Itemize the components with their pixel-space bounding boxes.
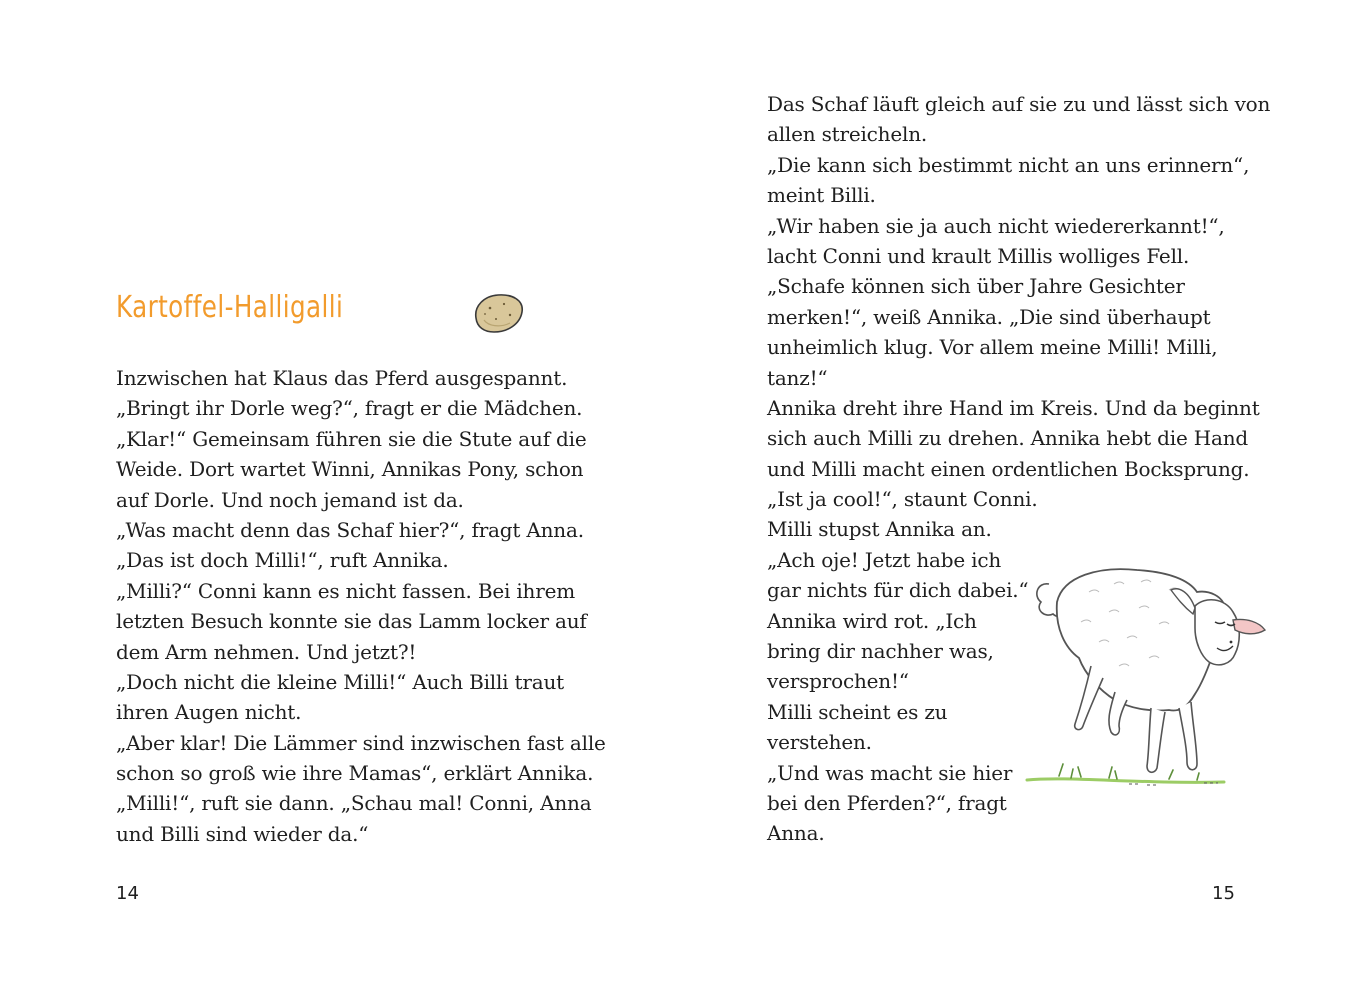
text-line: „Wir haben sie ja auch nicht wiedererkannt!“, xyxy=(767,213,1225,238)
page-number: 15 xyxy=(1212,883,1235,904)
potato-icon xyxy=(470,290,526,336)
left-body-text xyxy=(116,363,606,849)
text-line: „Was macht denn das Schaf hier?“, fragt Anna. xyxy=(116,517,584,542)
text-line: „Schafe können sich über Jahre Gesichter xyxy=(767,274,1185,299)
text-line: sich auch Milli zu drehen. Annika hebt die Hand xyxy=(767,426,1249,451)
right-page xyxy=(674,0,1349,1000)
text-line: ihren Augen nicht. xyxy=(116,700,302,725)
text-line: unheimlich klug. Vor allem meine Milli! Milli, xyxy=(767,335,1218,360)
text-line: Weide. Dort wartet Winni, Annikas Pony, schon xyxy=(116,457,584,482)
left-page xyxy=(0,0,674,1000)
page-number: 14 xyxy=(116,883,139,904)
text-line: Milli scheint es zu xyxy=(767,699,948,724)
text-line: „Doch nicht die kleine Milli!“ Auch Billi traut xyxy=(116,669,564,694)
text-line: versprochen!“ xyxy=(767,669,909,694)
text-line: merken!“, weiß Annika. „Die sind überhaupt xyxy=(767,304,1211,329)
text-line: Annika dreht ihre Hand im Kreis. Und da beginnt xyxy=(767,395,1260,420)
text-line: verstehen. xyxy=(767,730,872,755)
chapter-title: Kartoffel-Halligalli xyxy=(116,290,344,325)
text-line: dem Arm nehmen. Und jetzt?! xyxy=(116,639,417,664)
text-line: „Bringt ihr Dorle weg?“, fragt er die Mädchen. xyxy=(116,396,583,421)
text-line: Das Schaf läuft gleich auf sie zu und lässt sich von xyxy=(767,92,1271,116)
text-line: „Ist ja cool!“, staunt Conni. xyxy=(767,487,1038,512)
text-line: Milli stupst Annika an. xyxy=(767,517,992,542)
text-line: tanz!“ xyxy=(767,365,828,390)
text-line: „Das ist doch Milli!“, ruft Annika. xyxy=(116,548,449,573)
text-line: „Und was macht sie hier xyxy=(767,760,1013,785)
text-line: „Die kann sich bestimmt nicht an uns erinnern“, xyxy=(767,152,1250,177)
text-line: „Ach oje! Jetzt habe ich xyxy=(767,547,1002,572)
text-line: „Klar!“ Gemeinsam führen sie die Stute auf die xyxy=(116,426,587,451)
text-line: allen streicheln. xyxy=(767,122,928,147)
text-line: auf Dorle. Und noch jemand ist da. xyxy=(116,487,464,512)
text-line: meint Billi. xyxy=(767,183,876,208)
text-line: „Milli!“, ruft sie dann. „Schau mal! Conni, Anna xyxy=(116,791,592,816)
text-line: lacht Conni und krault Millis wolliges Fell. xyxy=(767,243,1190,268)
text-line: und Billi sind wieder da.“ xyxy=(116,821,369,846)
text-line: Anna. xyxy=(767,821,825,846)
text-line: schon so groß wie ihre Mamas“, erklärt Annika. xyxy=(116,761,594,786)
text-line: Inzwischen hat Klaus das Pferd ausgespannt. xyxy=(116,366,568,390)
text-line: bring dir nachher was, xyxy=(767,639,994,664)
text-line: bei den Pferden?“, fragt xyxy=(767,790,1007,815)
sheep-illustration xyxy=(1019,562,1289,802)
text-line: „Milli?“ Conni kann es nicht fassen. Bei ihrem xyxy=(116,578,575,603)
text-line: und Milli macht einen ordentlichen Bocksprung. xyxy=(767,456,1250,481)
text-line: „Aber klar! Die Lämmer sind inzwischen fast alle xyxy=(116,730,606,755)
text-line: gar nichts für dich dabei.“ xyxy=(767,578,1029,603)
text-line: letzten Besuch konnte sie das Lamm locker auf xyxy=(116,609,587,634)
text-line: Annika wird rot. „Ich xyxy=(767,608,977,633)
